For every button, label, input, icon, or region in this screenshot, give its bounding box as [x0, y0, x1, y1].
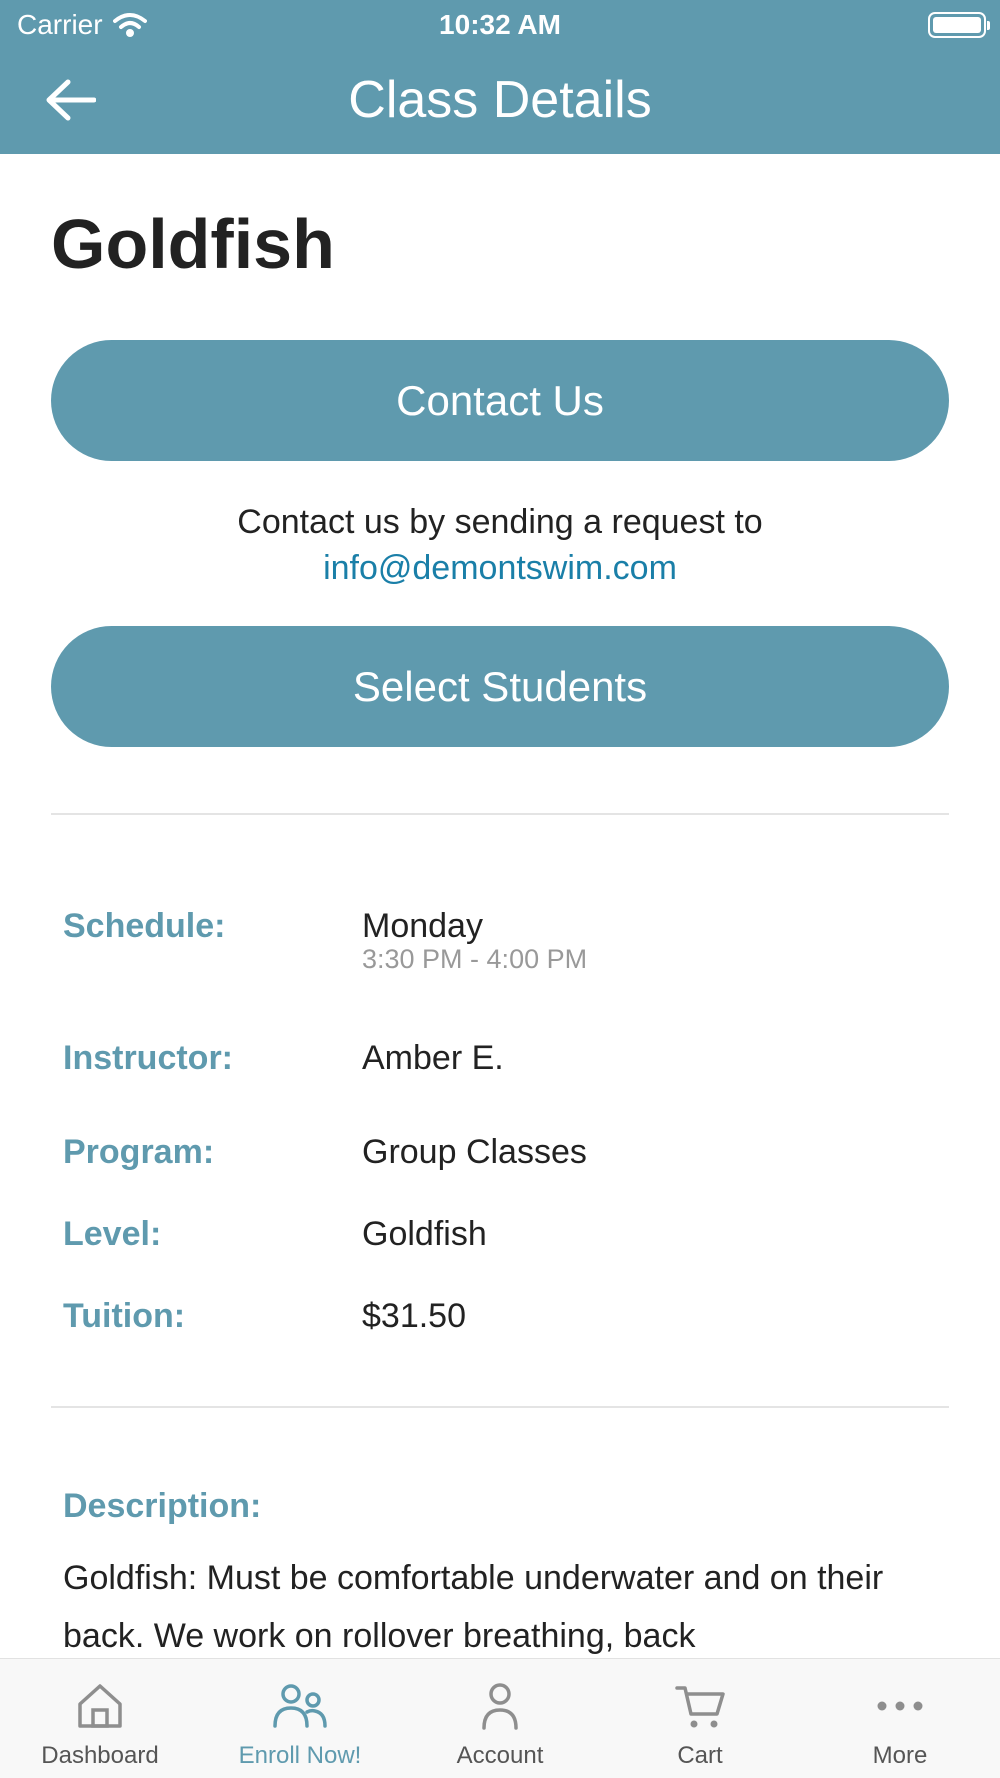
program-value: Group Classes: [362, 1133, 587, 1171]
contact-info: [0, 499, 1000, 591]
select-students-button[interactable]: Select Students: [51, 626, 949, 747]
tab-label: Enroll Now!: [238, 1742, 362, 1769]
instructor-label: Instructor:: [63, 1039, 233, 1077]
class-title: Goldfish: [51, 205, 335, 283]
tuition-label: Tuition:: [63, 1297, 186, 1335]
header-title: Class Details: [348, 71, 652, 129]
class-details-content[interactable]: [0, 154, 1000, 1658]
status-time: 10:32 AM: [439, 9, 561, 40]
more-icon: [874, 1680, 926, 1732]
person-icon: [474, 1680, 526, 1732]
tab-bar: [0, 1658, 1000, 1778]
tab-cart[interactable]: [600, 1659, 800, 1778]
contact-email-link[interactable]: info@demontswim.com: [323, 549, 677, 587]
tab-enroll-now[interactable]: [200, 1659, 400, 1778]
instructor-value: Amber E.: [362, 1039, 504, 1077]
carrier-label: Carrier: [17, 9, 103, 40]
level-value: Goldfish: [362, 1215, 487, 1253]
people-icon: [271, 1680, 329, 1732]
app-header: [0, 0, 1000, 154]
divider: [51, 1406, 949, 1408]
tab-label: Cart: [677, 1742, 723, 1769]
tab-label: More: [872, 1742, 928, 1769]
contact-us-button[interactable]: Contact Us: [51, 340, 949, 461]
schedule-time: 3:30 PM - 4:00 PM: [362, 944, 588, 974]
battery-icon: [928, 12, 986, 38]
status-bar: [0, 0, 1000, 50]
tab-account[interactable]: [400, 1659, 600, 1778]
tab-dashboard[interactable]: [0, 1659, 200, 1778]
schedule-day: Monday: [362, 907, 483, 945]
contact-instructions: Contact us by sending a request to: [237, 503, 763, 541]
tuition-value: $31.50: [362, 1297, 466, 1335]
home-icon: [74, 1680, 126, 1732]
level-label: Level:: [63, 1215, 162, 1253]
program-label: Program:: [63, 1133, 215, 1171]
description-text: Goldfish: Must be comfortable underwater and on their back. We work on rollover breathing, back: [63, 1559, 884, 1655]
schedule-label: Schedule:: [63, 907, 226, 945]
tab-label: Dashboard: [41, 1742, 159, 1769]
tab-more[interactable]: [800, 1659, 1000, 1778]
tab-label: Account: [456, 1742, 544, 1769]
description-label: Description:: [63, 1487, 262, 1525]
divider: [51, 813, 949, 815]
cart-icon: [673, 1680, 727, 1732]
